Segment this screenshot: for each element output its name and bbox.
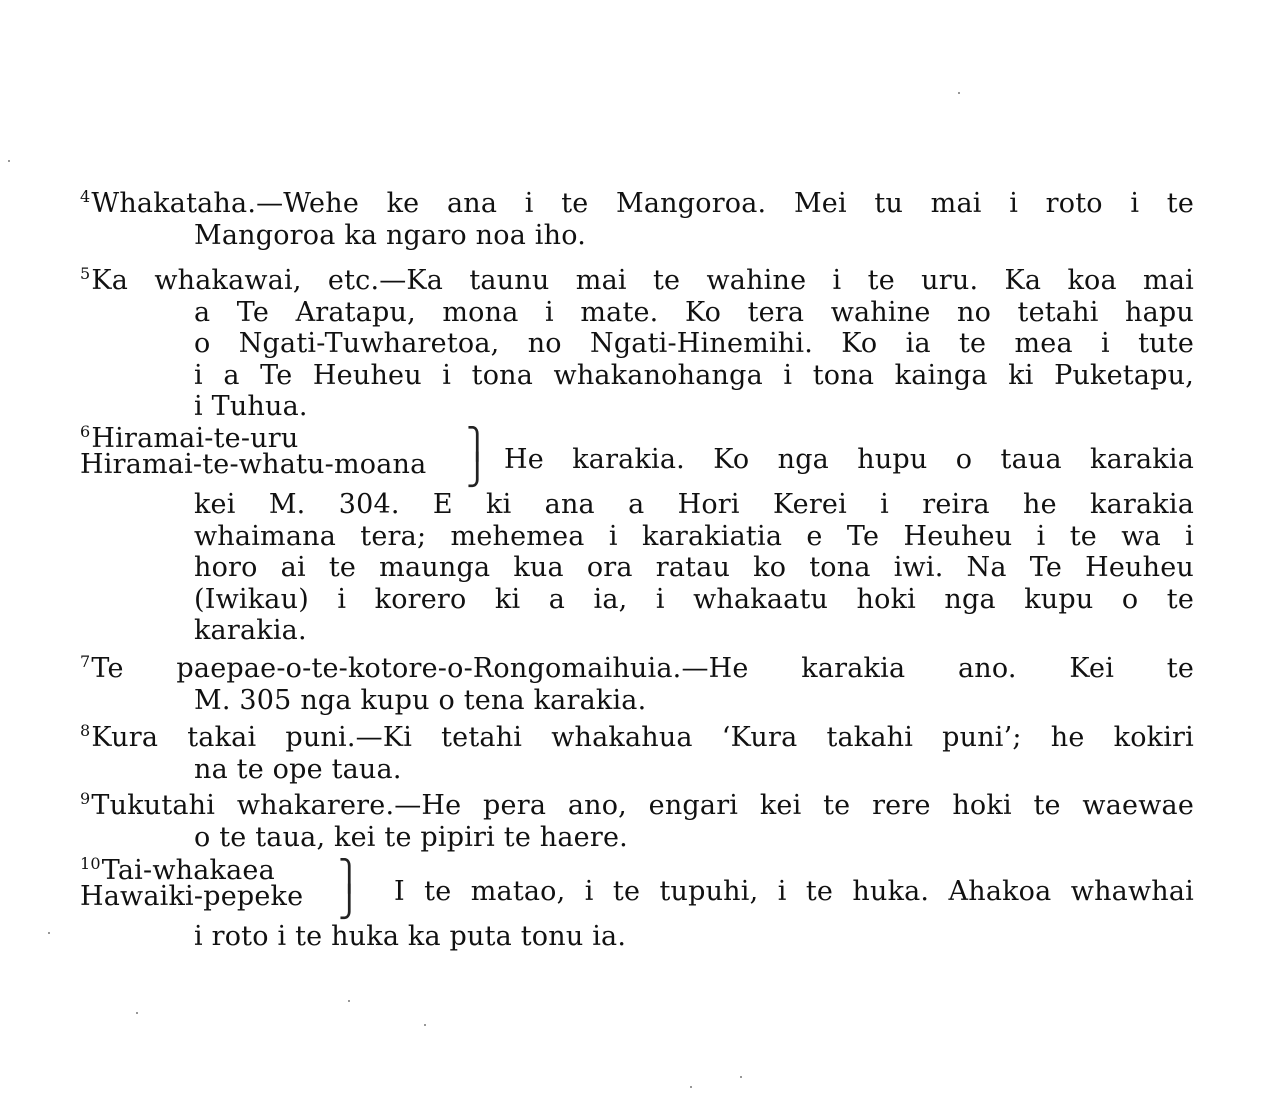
scan-speck: [958, 92, 960, 94]
footnote-line: [80, 722, 1194, 754]
footnote-4: [80, 188, 1194, 251]
footnote-6: [80, 422, 1194, 647]
footnote-text: Whakataha.—Wehe ke ana i te Mangoroa. Mei tu mai i roto i te: [91, 188, 1194, 219]
footnote-line: i roto i te huka ka puta tonu ia.: [194, 921, 627, 952]
scan-speck: [48, 932, 50, 934]
footnote-8: [80, 722, 1194, 785]
scan-speck: [740, 1076, 742, 1078]
footnote-number: 8: [80, 721, 91, 740]
footnote-line: kei M. 304. E ki ana a Hori Kerei i reira he karakia: [194, 489, 1194, 520]
brace-name: $^6$Hiramai-te-uru: [80, 422, 299, 454]
footnote-7: [80, 653, 1194, 716]
brace-names: [80, 422, 427, 480]
footnote-line: [80, 188, 1194, 220]
footnote-5: [80, 265, 1194, 423]
footnote-line: o Ngati-Tuwharetoa, no Ngati-Hinemihi. Ko ia te mea i tute: [194, 328, 1194, 359]
scan-speck: [348, 1000, 350, 1002]
footnote-line: Mangoroa ka ngaro noa iho.: [194, 219, 586, 251]
brace-group: [80, 854, 1194, 921]
right-brace-icon: ⎫ ⎭: [466, 427, 489, 488]
footnote-line: horo ai te maunga kua ora ratau ko tona iwi. Na Te Heuheu: [194, 552, 1194, 583]
footnote-line: na te ope taua.: [194, 753, 402, 785]
brace-name: $^{10}$Tai-whakaea: [80, 854, 275, 886]
footnote-10: [80, 854, 1194, 953]
brace-group: [80, 422, 1194, 489]
footnote-text: Te paepae-o-te-kotore-o-Rongomaihuia.—He karakia ano. Kei te: [91, 653, 1194, 684]
footnote-line: [80, 265, 1194, 297]
scan-speck: [690, 1086, 692, 1088]
footnote-line: o te taua, kei te pipiri te haere.: [194, 821, 628, 853]
brace-text: He karakia. Ko nga hupu o taua karakia: [504, 444, 1194, 475]
footnote-number: 4: [80, 187, 91, 206]
scan-speck: [136, 1012, 138, 1014]
footnote-line: [80, 790, 1194, 822]
footnote-text: Tukutahi whakarere.—He pera ano, engari kei te rere hoki te waewae: [91, 790, 1194, 821]
footnote-9: [80, 790, 1194, 853]
scan-speck: [8, 160, 10, 162]
footnote-number: 10: [80, 854, 101, 873]
right-brace-icon: ⎫ ⎭: [338, 859, 361, 920]
brace-name: Hawaiki-pepeke: [80, 881, 304, 912]
footnote-number: 6: [80, 422, 91, 441]
footnote-number: 5: [80, 264, 91, 283]
footnote-text: Ka whakawai, etc.—Ka taunu mai te wahine i te uru. Ka koa mai: [91, 265, 1194, 296]
footnote-line: i a Te Heuheu i tona whakanohanga i tona kainga ki Puketapu,: [194, 359, 1194, 391]
footnote-number: 7: [80, 652, 91, 671]
brace-names: [80, 854, 304, 912]
footnote-text: Kura takai puni.—Ki tetahi whakahua ‘Kura takahi puni’; he kokiri: [91, 722, 1194, 753]
brace-text: I te matao, i te tupuhi, i te huka. Ahakoa whawhai: [394, 876, 1194, 907]
footnote-line: a Te Aratapu, mona i mate. Ko tera wahine no tetahi hapu: [194, 296, 1194, 328]
footnote-line: M. 305 nga kupu o tena karakia.: [194, 684, 647, 716]
footnote-line: whaimana tera; mehemea i karakiatia e Te Heuheu i te wa i: [194, 520, 1194, 552]
footnote-line: (Iwikau) i korero ki a ia, i whakaatu hoki nga kupu o te: [194, 583, 1194, 615]
footnote-line: [80, 653, 1194, 685]
footnote-line: i Tuhua.: [194, 391, 308, 422]
brace-name: Hiramai-te-whatu-moana: [80, 449, 427, 480]
footnote-number: 9: [80, 789, 91, 808]
footnote-line: karakia.: [194, 615, 307, 646]
scan-speck: [424, 1024, 426, 1026]
